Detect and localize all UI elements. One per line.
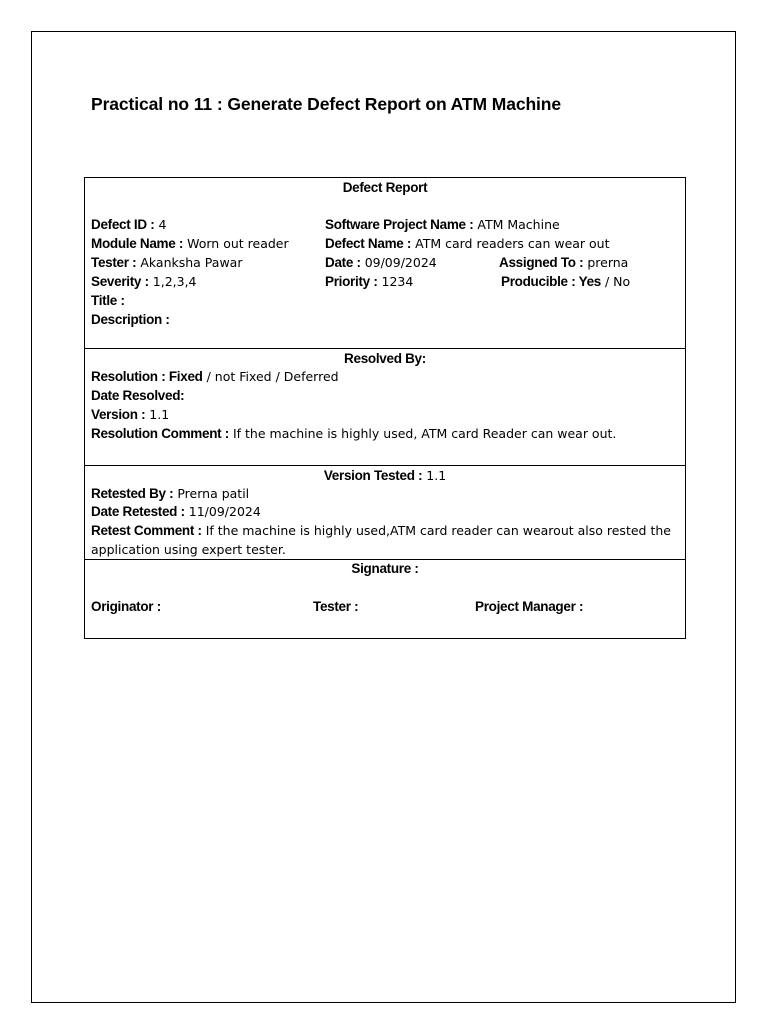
date-resolved: Date Resolved: xyxy=(91,388,185,403)
tester-signature: Tester : xyxy=(313,599,359,614)
title-field: Title : xyxy=(91,293,125,308)
divider xyxy=(85,465,685,466)
priority: Priority : 1234 xyxy=(325,274,414,289)
tester: Tester : Akanksha Pawar xyxy=(91,255,243,270)
defect-report-table xyxy=(84,177,686,639)
retest-comment-continued: application using expert tester. xyxy=(91,542,286,557)
originator-signature: Originator : xyxy=(91,599,161,614)
producible: Producible : Yes / No xyxy=(501,274,631,289)
resolved-by-header: Resolved By: xyxy=(344,351,426,366)
project-manager-signature: Project Manager : xyxy=(475,599,584,614)
defect-name: Defect Name : ATM card readers can wear out xyxy=(325,236,610,251)
date: Date : 09/09/2024 xyxy=(325,255,437,270)
resolution: Resolution : Fixed / not Fixed / Deferred xyxy=(91,369,339,384)
date-retested: Date Retested : 11/09/2024 xyxy=(91,504,261,519)
divider xyxy=(85,348,685,349)
version-tested-header: Version Tested : 1.1 xyxy=(323,468,447,483)
version: Version : 1.1 xyxy=(91,407,170,422)
assigned-to: Assigned To : prerna xyxy=(499,255,629,270)
module-name: Module Name : Worn out reader xyxy=(91,236,289,251)
software-project-name: Software Project Name : ATM Machine xyxy=(325,217,560,232)
defect-id: Defect ID : 4 xyxy=(91,217,167,232)
retest-comment: Retest Comment : If the machine is highly used,ATM card reader can wearout also rested the xyxy=(91,523,671,538)
resolution-comment: Resolution Comment : If the machine is highly used, ATM card Reader can wear out. xyxy=(91,426,617,441)
description-field: Description : xyxy=(91,312,170,327)
severity: Severity : 1,2,3,4 xyxy=(91,274,197,289)
signature-header: Signature : xyxy=(351,561,419,576)
page-title: Practical no 11 : Generate Defect Report on ATM Machine xyxy=(91,94,562,114)
retested-by: Retested By : Prerna patil xyxy=(91,486,250,501)
defect-report-title: Defect Report xyxy=(342,180,428,195)
